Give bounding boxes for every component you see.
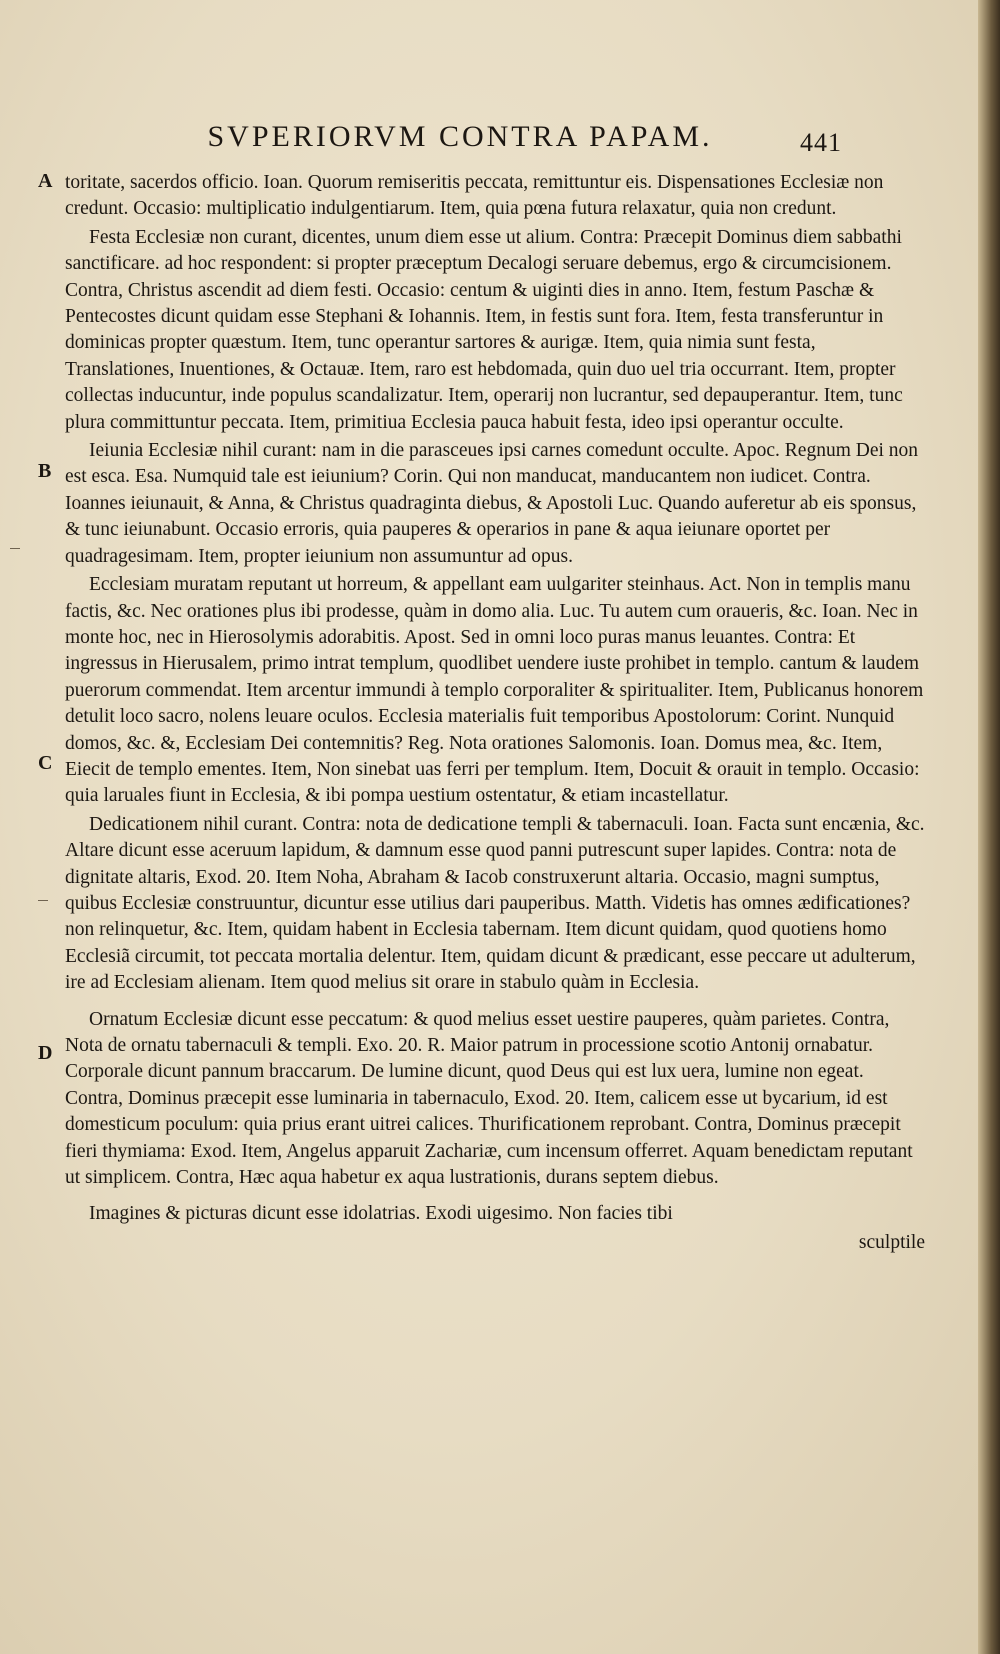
book-spine-shadow xyxy=(978,0,1000,1654)
paragraph: Festa Ecclesiæ non curant, dicentes, unum diem esse ut alium. Contra: Præcepit Dominus diem sabbathi sanctificare. ad hoc respondent: si propter præceptum Decalogi seruare debemus, ergo & circumcisionem. Contra, Christus ascendit ad diem festi. Occasio: centum & uiginti dies in anno. Item, festum Paschæ & Pentecostes dicunt quidam esse Stephani & Iohannis. Item, in festis sunt fora. Item, festa transferuntur in dominicas propter quæstum. Item, tunc operantur sartores & aurigæ. Item, quia nimia sunt festa, Translationes, Inuentiones, & Octauæ. Item, raro est hebdomada, quin duo uel tria occurrant. Item, propter collectas inducuntur, inde populus scandalizatur. Item, operarij non lucrantur, sed depauperantur. Item, tunc plura committuntur peccata. Item, primitiua Ecclesia pauca habuit festa, ideo ipsi operantur occulte. xyxy=(65,226,903,433)
paragraph: toritate, sacerdos officio. Ioan. Quorum remiseritis peccata, remittuntur eis. Dispensationes Ecclesiæ non credunt. Occasio: multiplicatio indulgentiarum. Item, quia pœna futura relaxatur, quia non credunt. xyxy=(65,172,884,220)
body-text xyxy=(65,170,925,1256)
paragraph: Dedicationem nihil curant. Contra: nota de dedicatione templi & tabernaculi. Ioan. Facta sunt encænia, &c. Altare dicunt esse aceruum lapidum, & damnum esse quod panni putrescunt super lapides. Contra: nota de dignitate altaris, Exod. 20. Item Noha, Abraham & Iacob construxerunt altaria. Occasio, magni sumptus, quibus Ecclesiæ construuntur, dicuntur esse utilius dari pauperibus. Matth. Videtis has omnes ædificationes? non relinquetur, &c. Item, quidam habent in Ecclesia tabernam. Item dicunt quidam, quod quotiens homo Ecclesiã circumit, tot peccata mortalia delentur. Item, quidam dicunt & prædicant, esse peccare ut adulterum, ire ad Ecclesiam alienam. Item quod melius sit orare in stabulo quàm in Ecclesia. xyxy=(65,813,925,994)
margin-tick xyxy=(10,548,20,549)
folio-number: 441 xyxy=(800,128,842,157)
paragraph: Ieiunia Ecclesiæ nihil curant: nam in die parasceues ipsi carnes comedunt occulte. Apoc. Regnum Dei non est esca. Esa. Numquid tale est ieiunium? Corin. Qui non manducat, manducantem non iudicet. Contra. Ioannes ieiunauit, & Anna, & Christus quadraginta diebus, & Apostoli Luc. Quando auferetur ab eis sponsus, & tunc ieiunabunt. Occasio erroris, quia pauperes & operarios in pane & aqua ieiunare oportet per quadragesimam. Item, propter ieiunium non assumuntur ad opus. xyxy=(65,440,919,567)
paragraph: Ornatum Ecclesiæ dicunt esse peccatum: & quod melius esset uestire pauperes, quàm parietes. Contra, Nota de ornatu tabernaculi & templi. Exo. 20. R. Maior patrum in processione scotio Antonij ornabatur. Corporale dicunt pannum braccarum. De lumine dicunt, quod Deus qui est lux uera, lumine non egeat. Contra, Dominus præcepit esse luminaria in tabernaculo, Exod. 20. Item, calicem esse ut bycarium, id est domesticum poculum: quia prius erant uitrei calices. Thurificationem reprobant. Contra, Dominus præcepit fieri thymiama: Exod. Item, Angelus apparuit Zachariæ, cum incensum offerret. Aquam benedictam reputant ut simplicem. Contra, Hæc aqua habetur ex aqua lustrationis, durans septem diebus. xyxy=(65,1008,913,1189)
margin-letter-b: B xyxy=(38,460,52,482)
paragraph: Ecclesiam muratam reputant ut horreum, & appellant eam uulgariter steinhaus. Act. Non in templis manu factis, &c. Nec orationes plus ibi prodesse, quàm in domo alia. Luc. Tu autem cum oraueris, &c. Ioan. Nec in monte hoc, nec in Hierosolymis adorabitis. Apost. Sed in omni loco puras manus leuantes. Contra: Et ingressus in Hierusalem, primo intrat templum, quodlibet uendere iuste prohibet in templo. cantum & laudem puerorum commendat. Item arcentur immundi à templo corporaliter & spiritualiter. Item, Publicanus honorem detulit loco sacro, nolens leuare oculos. Ecclesia materialis fuit temporibus Apostolorum: Corint. Nunquid domos, &c. &, Ecclesiam Dei contemnitis? Reg. Nota orationes Salomonis. Ioan. Domus mea, &c. Item, Eiecit de templo ementes. Item, Non sinebat uas ferri per templum. Item, Docuit & orauit in templo. Occasio: quia laruales fiunt in Ecclesia, & ibi pompa uestium ostentatur, & etiam incastellatur. xyxy=(65,574,924,807)
margin-tick xyxy=(38,900,48,901)
margin-letter-c: C xyxy=(38,752,53,774)
running-title: SVPERIORVM CONTRA PAPAM. xyxy=(207,120,713,153)
paragraph: Imagines & picturas dicunt esse idolatrias. Exodi uigesimo. Non facies tibi xyxy=(89,1203,673,1225)
margin-letter-a: A xyxy=(38,170,53,192)
catchword: sculptile xyxy=(858,1231,925,1253)
margin-letter-d: D xyxy=(38,1042,53,1064)
